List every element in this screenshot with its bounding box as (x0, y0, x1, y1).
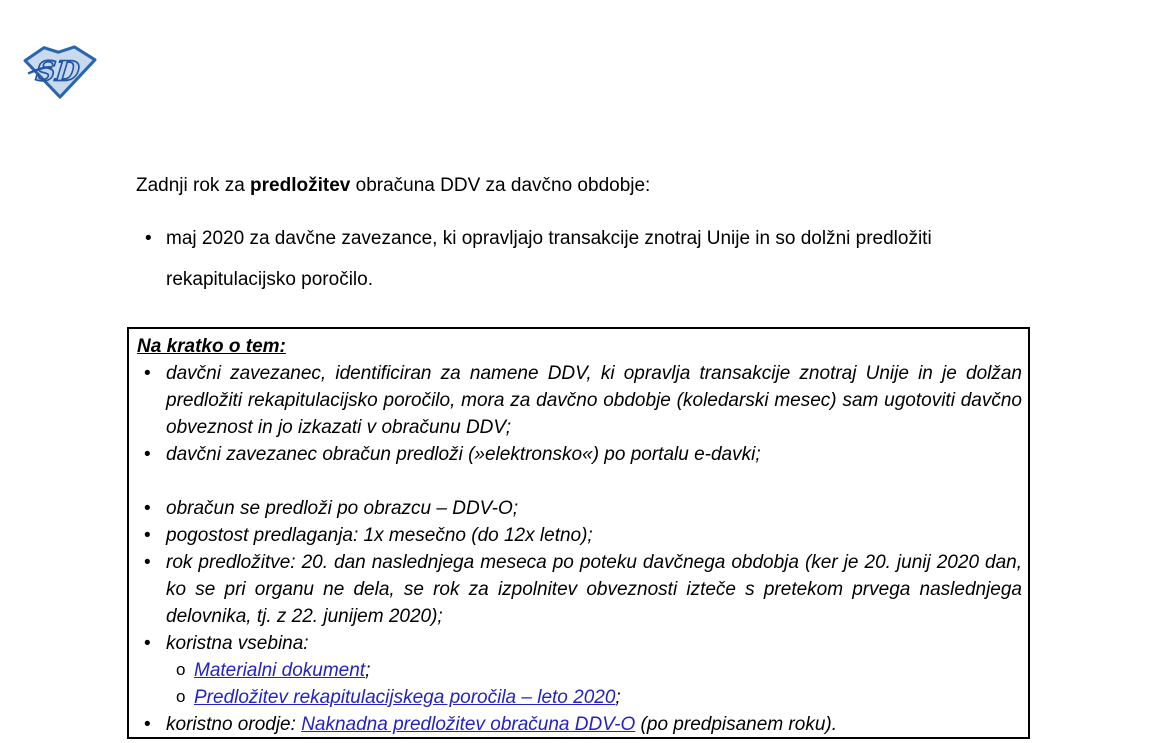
intro-title-suffix: obračuna DDV za davčno obdobje: (350, 175, 651, 196)
list-item (137, 495, 1022, 522)
intro-bullet-text: maj 2020 za davčne zavezance, ki opravljajo transakcije znotraj Unije in so dolžni predložiti rekapitulacijsko poročilo. (166, 228, 932, 290)
sub-list-item (137, 684, 1022, 711)
list-item-suffix: (po predpisanem roku). (635, 714, 837, 735)
list-item-text: rok predložitve: 20. dan naslednjega meseca po poteku davčnega obdobja (ker je 20. junij 2020 dan, ko se pri organu ne dela, se rok za izpolnitev obveznosti izteče s pretekom prvega naslednjega delovnika, tj. z 22. junijem 2020); (166, 552, 1022, 627)
intro-title-bold: predložitev (250, 175, 351, 196)
link-materialni-dokument[interactable]: Materialni dokument (194, 660, 366, 681)
bullet-icon: • (144, 525, 151, 546)
link-predlozitev-rekapitulacijskega-porocila[interactable]: Predložitev rekapitulacijskega poročila – leto 2020 (194, 687, 616, 708)
sd-logo (22, 44, 98, 100)
intro-title-prefix: Zadnji rok za (136, 175, 251, 196)
bullet-icon: • (144, 444, 151, 465)
circle-bullet-icon: o (176, 687, 186, 706)
bullet-icon: • (145, 228, 152, 249)
list-item (137, 522, 1022, 549)
intro-bullet-item (145, 218, 1034, 300)
sub-list-item (137, 657, 1022, 684)
link-suffix: ; (615, 687, 621, 708)
summary-box-heading: Na kratko o tem: (137, 336, 286, 357)
bullet-icon: • (144, 633, 151, 654)
list-item-text: davčni zavezanec, identificiran za namene DDV, ki opravlja transakcije znotraj Unije in je dolžan predložiti rekapitulacijsko poročilo, mora za davčno obdobje (koledarski mesec) sam ugotoviti davčno obveznost in jo izkazati v obračunu DDV; (166, 363, 1022, 438)
list-item-prefix: koristno orodje: (166, 714, 302, 735)
list-item (137, 441, 1022, 468)
list-item (137, 549, 1022, 630)
bullet-icon: • (144, 363, 151, 384)
circle-bullet-icon: o (176, 660, 186, 679)
link-naknadna-predlozitev-obracuna[interactable]: Naknadna predložitev obračuna DDV-O (301, 714, 636, 735)
list-item (137, 630, 1022, 657)
summary-box (127, 327, 1030, 739)
list-item (137, 360, 1022, 441)
bullet-icon: • (144, 714, 151, 735)
list-item-text: obračun se predloži po obrazcu – DDV-O; (166, 498, 519, 519)
sd-logo-letters: SD (34, 55, 82, 88)
list-item-text: davčni zavezanec obračun predloži (»elektronsko«) po portalu e-davki; (166, 444, 761, 465)
list-item (137, 711, 1022, 738)
bullet-icon: • (144, 552, 151, 573)
list-item-text: koristna vsebina: (166, 633, 309, 654)
link-suffix: ; (365, 660, 371, 681)
bullet-icon: • (144, 498, 151, 519)
intro-title (136, 172, 1036, 199)
blank-line (137, 468, 1022, 495)
list-item-text: pogostost predlaganja: 1x mesečno (do 12x letno); (166, 525, 593, 546)
